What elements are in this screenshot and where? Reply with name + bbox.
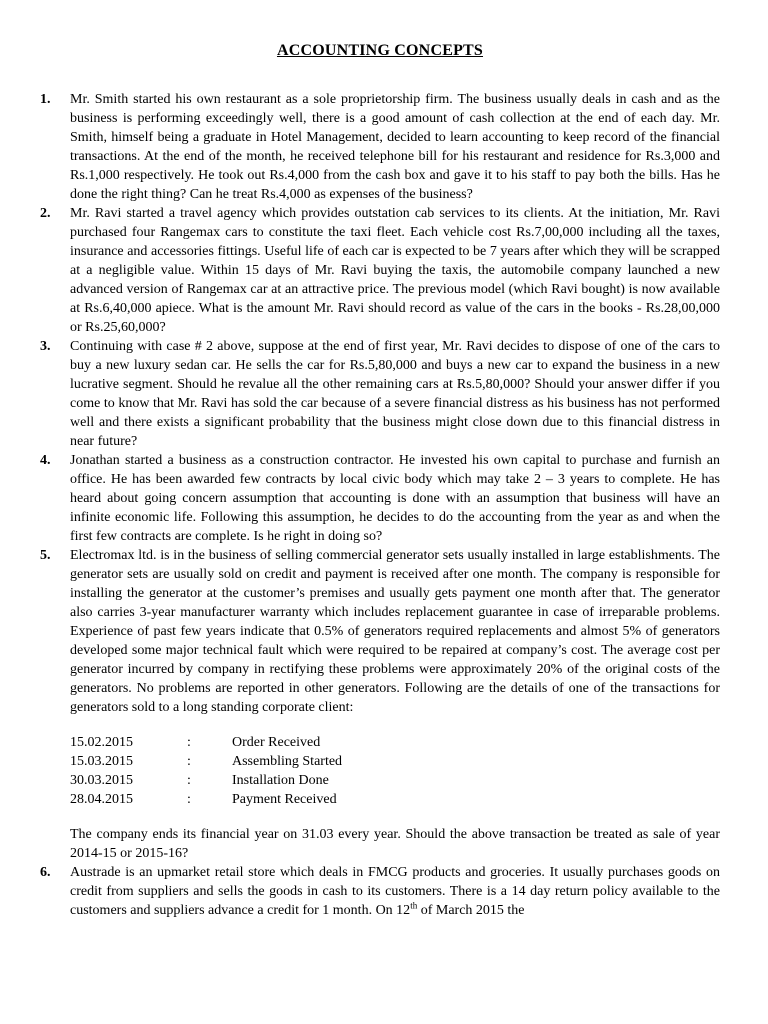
event-cell: Installation Done [232,773,329,788]
date-cell: 30.03.2015 [70,773,133,788]
table-row [70,733,720,752]
question-3 [40,337,720,451]
question-text [70,863,720,920]
separator-cell: : [187,773,191,788]
question-text-part: of March 2015 the [417,903,525,918]
question-number: 6. [40,865,51,880]
question-text-part: Austrade is an upmarket retail store which deals in FMCG products and groceries. It usually purchases goods on credit from suppliers and sells the goods in cash to its customers. There is a 14 day return policy available to the customers and suppliers advance a credit for 1 month. On 12 [70,865,720,918]
separator-cell: : [187,735,191,750]
event-cell: Order Received [232,735,321,750]
separator-cell: : [187,792,191,807]
question-number: 3. [40,339,51,354]
date-cell: 15.03.2015 [70,754,133,769]
table-row [70,790,720,809]
question-text: Electromax ltd. is in the business of selling commercial generator sets usually installed in large establishments. The generator sets are usually sold on credit and payment is received after one month. The company is responsible for installing the generator at the customer’s premises and usually gets payment one month after that. The generator also carries 3-year manufacturer warranty which includes replacement guarantee in case of irreparable problems. Experience of past few years indicate that 0.5% of generators required replacements and almost 5% of generators developed some major technical fault which were required to be repaired at company’s cost. The average cost per generator incurred by company in rectifying these problems were approximately 20% of the original costs of the generators. No problems are reported in other generators. Following are the details of one of the transactions for generators sold to a long standing corporate client: [70,548,720,715]
question-text: Continuing with case # 2 above, suppose at the end of first year, Mr. Ravi decides to dispose of one of the cars to buy a new luxury sedan car. He sells the car for Rs.5,80,000 and buys a new car to expand the business in a new lucrative segment. Should he revalue all the other remaining cars at Rs.5,80,000? Should your answer differ if you come to know that Mr. Ravi has sold the car because of a severe financial distress as his business has not performed well and there exists a significant probability that the business might close down due to this financial distress in near future? [70,339,720,449]
question-4 [40,451,720,546]
transaction-table [70,733,720,809]
question-text: Jonathan started a business as a construction contractor. He invested his own capital to purchase and furnish an office. He has been awarded few contracts by local civic body which may take 2 – 3 years to complete. He has heard about going concern assumption that accounting is done with an assumption that business will have an infinite economic life. Following this assumption, he decides to do the accounting from the year as and when the first few contracts are complete. Is he right in doing so? [70,453,720,544]
ordinal-suffix: th [410,900,418,911]
question-text: Mr. Ravi started a travel agency which provides outstation cab services to its clients. At the initiation, Mr. Ravi purchased four Rangemax cars to constitute the taxi fleet. Each vehicle cost Rs.7,00,000 including all the taxes, insurance and accessories fittings. Useful life of each car is expected to be 7 years after which they will be scrapped at a negligible value. Within 15 days of Mr. Ravi buying the taxis, the automobile company launched a new advanced version of Rangemax car at an attractive price. The previous model (which Ravi bought) is now available at Rs.6,40,000 apiece. What is the amount Mr. Ravi should record as value of the cars in the books - Rs.28,00,000 or Rs.25,60,000? [70,206,720,335]
question-6 [40,863,720,920]
question-5 [40,546,720,863]
question-number: 5. [40,548,51,563]
question-number: 1. [40,92,51,107]
table-row [70,771,720,790]
date-cell: 28.04.2015 [70,792,133,807]
separator-cell: : [187,754,191,769]
event-cell: Assembling Started [232,754,343,769]
date-cell: 15.02.2015 [70,735,133,750]
question-1 [40,90,720,204]
question-2 [40,204,720,337]
question-number: 2. [40,206,51,221]
page-title: ACCOUNTING CONCEPTS [276,42,484,59]
table-row [70,752,720,771]
question-number: 4. [40,453,51,468]
question-followup-text: The company ends its financial year on 31.03 every year. Should the above transaction be treated as sale of year 2014-15 or 2015-16? [70,827,720,861]
question-text: Mr. Smith started his own restaurant as a sole proprietorship firm. The business usually deals in cash and as the business is performing exceedingly well, there is a good amount of cash collection at the end of each day. Mr. Smith, himself being a graduate in Hotel Management, decided to learn accounting to keep record of the financial transactions. At the end of the month, he received telephone bill for his restaurant and residence for Rs.3,000 and Rs.1,000 respectively. He took out Rs.4,000 from the cash box and gave it to his staff to pay both the bills. Has he done the right thing? Can he treat Rs.4,000 as expenses of the business? [70,92,720,202]
event-cell: Payment Received [232,792,337,807]
